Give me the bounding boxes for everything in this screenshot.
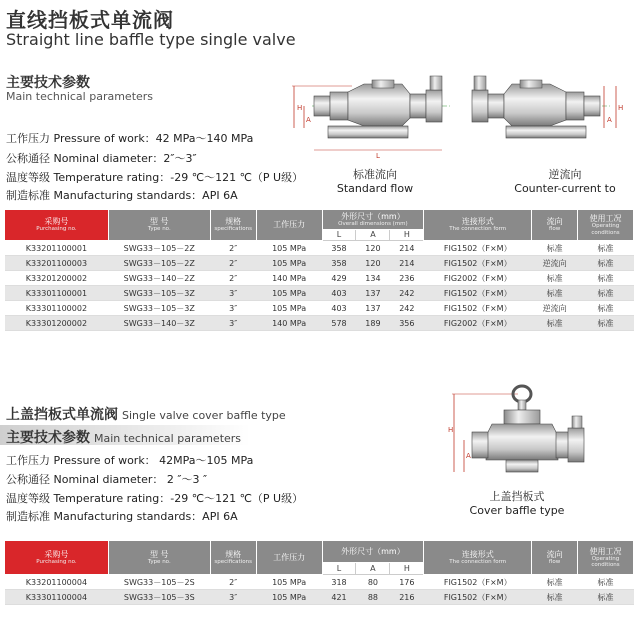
cell-no: K33201100003	[5, 256, 109, 271]
dim-label-l: L	[376, 152, 380, 160]
section1-heading-en: Main technical parameters	[6, 90, 154, 103]
section1-heading-zh: 主要技术参数	[6, 75, 90, 91]
cell-cond: 标准	[578, 241, 634, 256]
cell-cond: 标准	[578, 316, 634, 331]
col-dim-h: H	[390, 563, 424, 575]
cell-spec: 2″	[210, 271, 256, 286]
caption-counter-current: 逆流向 Counter-current to	[514, 168, 616, 195]
col-dimensions: 外形尺寸（mm）	[322, 541, 424, 563]
cell-cond: 标准	[578, 256, 634, 271]
caption-cover-baffle: 上盖挡板式 Cover baffle type	[469, 490, 565, 517]
col-flow: 流向 flow	[532, 210, 578, 241]
table-row	[5, 256, 634, 271]
col-type: 型 号 Type no.	[108, 210, 210, 241]
straight-valve-drawings	[292, 70, 626, 162]
cell-type: SWG33－105－3S	[108, 590, 210, 605]
cell-l: 429	[322, 271, 356, 286]
cell-a: 88	[356, 590, 390, 605]
cell-no: K33201100001	[5, 241, 109, 256]
col-dim-l: L	[322, 563, 356, 575]
straight-valve-table	[4, 209, 634, 331]
page-title-zh: 直线挡板式单流阀	[6, 8, 174, 32]
dim-label-a: A	[607, 116, 612, 124]
cell-pressure: 105 MPa	[256, 301, 322, 316]
cell-pressure: 140 MPa	[256, 316, 322, 331]
cell-h: 356	[390, 316, 424, 331]
spec2-pressure: 工作压力 Pressure of work： 42MPa～105 MPa	[6, 454, 254, 467]
spec-pressure: 工作压力 Pressure of work：42 MPa～140 MPa	[6, 132, 254, 145]
col-spec: 规格 specifications	[210, 210, 256, 241]
cell-pressure: 105 MPa	[256, 575, 322, 590]
cell-l: 578	[322, 316, 356, 331]
cell-no: K33201200002	[5, 271, 109, 286]
spec2-temperature: 温度等级 Temperature rating：-29 ℃～121 ℃（P U级）	[6, 492, 304, 505]
cell-cond: 标准	[578, 286, 634, 301]
cell-spec: 3″	[210, 316, 256, 331]
cell-conn: FIG2002（F×M）	[424, 316, 532, 331]
cell-flow: 标准	[532, 286, 578, 301]
cell-a: 137	[356, 301, 390, 316]
col-dim-l: L	[322, 230, 356, 241]
dim-label-h: H	[297, 104, 303, 112]
cell-pressure: 105 MPa	[256, 256, 322, 271]
col-pressure: 工作压力	[256, 210, 322, 241]
cell-a: 120	[356, 241, 390, 256]
page-title-en: Straight line baffle type single valve	[6, 30, 296, 49]
cell-flow: 逆流向	[532, 256, 578, 271]
col-connection: 连接形式 The connection form	[424, 541, 532, 575]
table-row	[5, 241, 634, 256]
cell-cond: 标准	[578, 301, 634, 316]
cell-a: 120	[356, 256, 390, 271]
cell-flow: 标准	[532, 271, 578, 286]
cell-type: SWG33－105－3Z	[108, 286, 210, 301]
cell-spec: 3″	[210, 286, 256, 301]
cell-no: K33301100002	[5, 301, 109, 316]
cell-h: 242	[390, 301, 424, 316]
cell-conn: FIG1502（F×M）	[424, 286, 532, 301]
cell-pressure: 105 MPa	[256, 241, 322, 256]
cell-no: K33301100001	[5, 286, 109, 301]
table-row	[5, 590, 634, 605]
cell-cond: 标准	[578, 575, 634, 590]
cell-pressure: 140 MPa	[256, 271, 322, 286]
cell-spec: 2″	[210, 256, 256, 271]
cell-pressure: 105 MPa	[256, 286, 322, 301]
cell-cond: 标准	[578, 271, 634, 286]
cell-a: 80	[356, 575, 390, 590]
col-flow: 流向 flow	[532, 541, 578, 575]
table-row	[5, 286, 634, 301]
cell-l: 358	[322, 256, 356, 271]
col-conditions: 使用工况 Operating conditions	[578, 210, 634, 241]
cell-type: SWG33－140－2Z	[108, 271, 210, 286]
cell-type: SWG33－105－2Z	[108, 256, 210, 271]
col-dim-a: A	[356, 563, 390, 575]
cell-flow: 逆流向	[532, 301, 578, 316]
cell-flow: 标准	[532, 241, 578, 256]
caption-standard-flow: 标准流向 Standard flow	[336, 168, 414, 195]
cell-conn: FIG1502（F×M）	[424, 256, 532, 271]
cell-a: 134	[356, 271, 390, 286]
cell-l: 358	[322, 241, 356, 256]
cell-spec: 3″	[210, 301, 256, 316]
spec2-diameter: 公称通径 Nominal diameter： 2 ″～3 ″	[6, 473, 208, 486]
cell-cond: 标准	[578, 590, 634, 605]
cell-l: 403	[322, 286, 356, 301]
spec2-standard: 制造标准 Manufacturing standards：API 6A	[6, 510, 238, 523]
cell-l: 403	[322, 301, 356, 316]
cell-no: K33301200002	[5, 316, 109, 331]
cell-h: 214	[390, 256, 424, 271]
table-row	[5, 316, 634, 331]
col-conditions: 使用工况 Operating conditions	[578, 541, 634, 575]
section2-heading: 主要技术参数 Main technical parameters	[6, 430, 242, 446]
cell-h: 214	[390, 241, 424, 256]
cell-h: 216	[390, 590, 424, 605]
cell-no: K33301100004	[5, 590, 109, 605]
cell-spec: 3″	[210, 590, 256, 605]
cell-flow: 标准	[532, 590, 578, 605]
cell-spec: 2″	[210, 575, 256, 590]
cell-l: 318	[322, 575, 356, 590]
col-spec: 规格 specifications	[210, 541, 256, 575]
cell-h: 176	[390, 575, 424, 590]
cell-h: 236	[390, 271, 424, 286]
cell-conn: FIG2002（F×M）	[424, 271, 532, 286]
section2-title: 上盖挡板式单流阀 Single valve cover baffle type	[6, 407, 286, 423]
cell-flow: 标准	[532, 316, 578, 331]
col-pressure: 工作压力	[256, 541, 322, 575]
col-purchasing: 采购号 Purchasing no.	[5, 541, 109, 575]
spec-temperature: 温度等级 Temperature rating：-29 ℃～121 ℃（P U级）	[6, 171, 304, 184]
spec-standard: 制造标准 Manufacturing standards：API 6A	[6, 189, 238, 202]
cover-baffle-valve-table	[4, 540, 634, 605]
col-dimensions: 外形尺寸（mm） Overall dimensions (mm)	[322, 210, 424, 230]
cover-baffle-valve-drawing	[448, 380, 598, 484]
counter-current-valve	[472, 76, 623, 138]
dim-label-a: A	[466, 452, 471, 460]
cell-conn: FIG1502（F×M）	[424, 575, 532, 590]
cell-spec: 2″	[210, 241, 256, 256]
cell-conn: FIG1502（F×M）	[424, 590, 532, 605]
cell-conn: FIG1502（F×M）	[424, 301, 532, 316]
cell-conn: FIG1502（F×M）	[424, 241, 532, 256]
col-purchasing: 采购号 Purchasing no.	[5, 210, 109, 241]
cell-type: SWG33－105－3Z	[108, 301, 210, 316]
cell-no: K33201100004	[5, 575, 109, 590]
col-dim-a: A	[356, 230, 390, 241]
cell-a: 189	[356, 316, 390, 331]
dim-label-h: H	[448, 426, 454, 434]
table-row	[5, 575, 634, 590]
cell-type: SWG33－105－2S	[108, 575, 210, 590]
cell-l: 421	[322, 590, 356, 605]
dim-label-h: H	[618, 104, 624, 112]
cell-h: 242	[390, 286, 424, 301]
cell-pressure: 105 MPa	[256, 590, 322, 605]
cell-flow: 标准	[532, 575, 578, 590]
dim-label-a: A	[306, 116, 311, 124]
col-connection: 连接形式 The connection form	[424, 210, 532, 241]
standard-flow-valve	[292, 76, 452, 160]
table-row	[5, 301, 634, 316]
table-row	[5, 271, 634, 286]
spec-diameter: 公称通径 Nominal diameter：2″～3″	[6, 152, 197, 165]
cell-type: SWG33－140－3Z	[108, 316, 210, 331]
cell-type: SWG33－105－2Z	[108, 241, 210, 256]
col-type: 型 号 Type no.	[108, 541, 210, 575]
col-dim-h: H	[390, 230, 424, 241]
cell-a: 137	[356, 286, 390, 301]
